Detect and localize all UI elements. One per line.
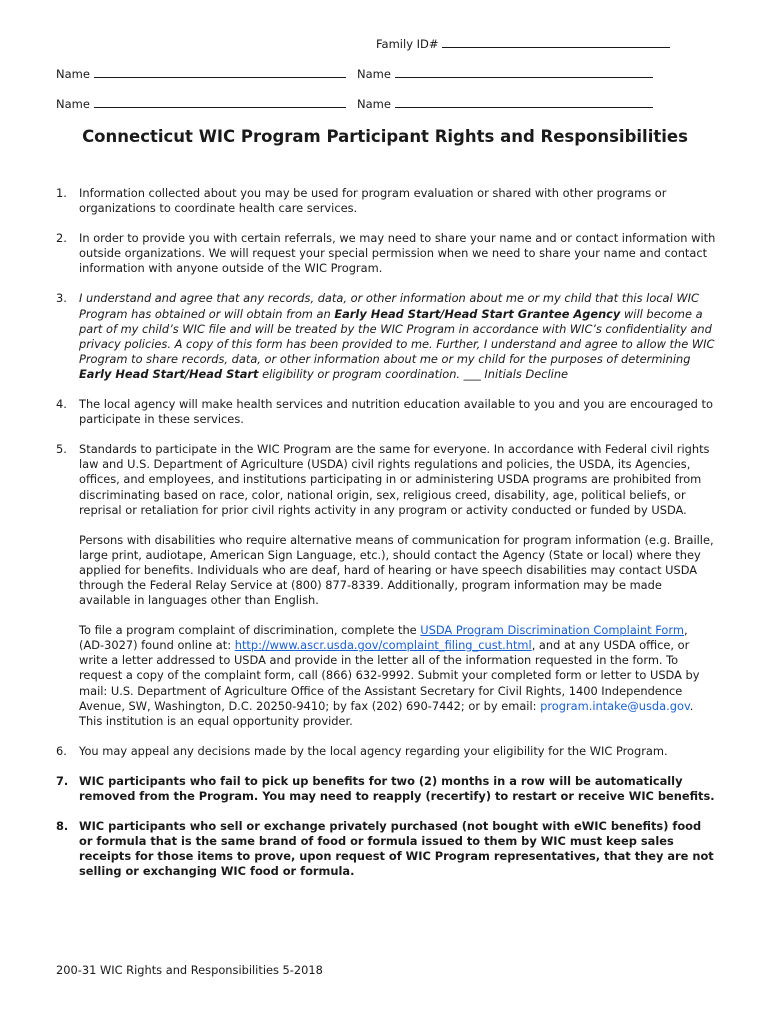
consent-text <box>79 291 716 382</box>
equal-opportunity-text: This institution is an equal opportunity provider. <box>79 713 353 728</box>
item-number: 7. <box>56 773 69 788</box>
list-item-4 <box>56 397 716 427</box>
item-text: You may appeal any decisions made by the local agency regarding your eligibility for the WIC Program. <box>79 743 668 758</box>
form-footer: 200-31 WIC Rights and Responsibilities 5-2018 <box>56 963 323 977</box>
list-item-1 <box>56 186 716 216</box>
complaint-url-link[interactable]: http://www.ascr.usda.gov/complaint_filing_cust.html <box>234 638 532 653</box>
list-item-7 <box>56 774 716 804</box>
name-line[interactable] <box>395 66 653 78</box>
item-number: 2. <box>56 231 67 246</box>
item-text: WIC participants who sell or exchange privately purchased (not bought with eWIC benefits) food or formula that is the same brand of food or formula issued to them by WIC must keep sales receipts for those items to prove, upon request of WIC Program representatives, that they are not selling or exchanging WIC food or formula. <box>79 819 714 879</box>
name-line[interactable] <box>94 96 346 108</box>
complaint-text-b: , (AD-3027) found online at: <box>79 623 688 653</box>
rights-list <box>56 186 716 894</box>
name-line[interactable] <box>395 96 653 108</box>
complaint-text-c: , and at any USDA office, or write a letter addressed to USDA and provide in the letter all of the information requested in the form. To request a copy of the complaint form, call (866) 632-9992. Submit your completed form or letter to USDA by mail: U.S. Department of Agriculture Office of the Assistant Secretary for Civil Rights, 1400 Independence Avenue, SW, Washington, D.C. 20250-9410; by fax (202) 690-7442; or by email: <box>79 638 700 713</box>
family-id-field[interactable] <box>376 36 670 51</box>
consent-text-part1: I understand and agree that any records, data, or other information about me or my child that this local WIC Program has obtained or will obtain from an <box>79 291 699 321</box>
consent-text-part2: will become a part of my child’s WIC file and will be treated by the WIC Program in accordance with WIC’s confidentiality and privacy policies. A copy of this form has been provided to me. Further, I understand and agree to allow the WIC Program to share records, data, or other information about me or my child for the purposes of determining <box>79 306 715 366</box>
name-label: Name <box>357 97 391 111</box>
list-item-8 <box>56 819 716 879</box>
email-link[interactable]: program.intake@usda.gov <box>540 698 690 713</box>
item-text: WIC participants who fail to pick up benefits for two (2) months in a row will be automatically removed from the Program. You may need to reapply (recertify) to restart or receive WIC benefits. <box>79 773 715 803</box>
item-number: 5. <box>56 442 67 457</box>
list-item-5 <box>56 442 716 729</box>
family-id-line[interactable] <box>442 36 670 48</box>
item-number: 4. <box>56 397 67 412</box>
page-title: Connecticut WIC Program Participant Rights and Responsibilities <box>82 127 688 146</box>
complaint-text-d: . <box>689 698 694 713</box>
name-field-4[interactable] <box>357 96 653 111</box>
name-label: Name <box>56 97 90 111</box>
list-item-6 <box>56 744 716 759</box>
item-number: 6. <box>56 743 67 758</box>
item-text: In order to provide you with certain referrals, we may need to share your name and or contact information with outside organizations. We will request your special permission when we need to share your name and contact information with anyone outside of the WIC Program. <box>79 231 716 276</box>
name-field-3[interactable] <box>56 96 346 111</box>
item-number: 1. <box>56 186 67 200</box>
family-id-label: Family ID# <box>376 37 439 51</box>
nondiscrimination-paragraph: Standards to participate in the WIC Program are the same for everyone. In accordance with Federal civil rights law and U.S. Department of Agriculture (USDA) civil rights regulations and policies, the USDA, its Agencies, offices, and employees, and institutions participating in or administering USDA programs are prohibited from discriminating based on race, color, national origin, sex, religious creed, disability, age, political beliefs, or reprisal or retaliation for prior civil rights activity in any program or activity conducted or funded by USDA. <box>79 442 710 517</box>
consent-text-bold2: Early Head Start/Head Start <box>79 366 259 381</box>
complaint-form-link[interactable]: USDA Program Discrimination Complaint Form <box>420 623 684 638</box>
list-item-3 <box>56 291 716 382</box>
consent-text-part3: eligibility or program coordination. ___ Initials Decline <box>258 366 569 381</box>
list-item-2 <box>56 231 716 276</box>
consent-text-bold1: Early Head Start/Head Start Grantee Agency <box>334 306 621 321</box>
item-number: 8. <box>56 819 69 834</box>
disability-paragraph: Persons with disabilities who require alternative means of communication for program information (e.g. Braille, large print, audiotape, American Sign Language, etc.), should contact the Agency (State or local) where they applied for benefits. Individuals who are deaf, hard of hearing or have speech disabilities may contact USDA through the Federal Relay Service at (800) 877-8339. Additionally, program information may be made available in languages other than English. <box>79 532 714 608</box>
name-line[interactable] <box>94 66 346 78</box>
item-number: 3. <box>56 291 67 306</box>
complaint-paragraph <box>79 623 716 729</box>
item-text: The local agency will make health services and nutrition education available to you and you are encouraged to participate in these services. <box>79 397 713 427</box>
name-label: Name <box>56 67 90 81</box>
name-label: Name <box>357 67 391 81</box>
complaint-text-a: To file a program complaint of discrimination, complete the <box>79 623 421 638</box>
name-field-1[interactable] <box>56 66 346 81</box>
name-field-2[interactable] <box>357 66 653 81</box>
item-text: Information collected about you may be used for program evaluation or shared with other programs or organizations to coordinate health care services. <box>79 186 667 216</box>
